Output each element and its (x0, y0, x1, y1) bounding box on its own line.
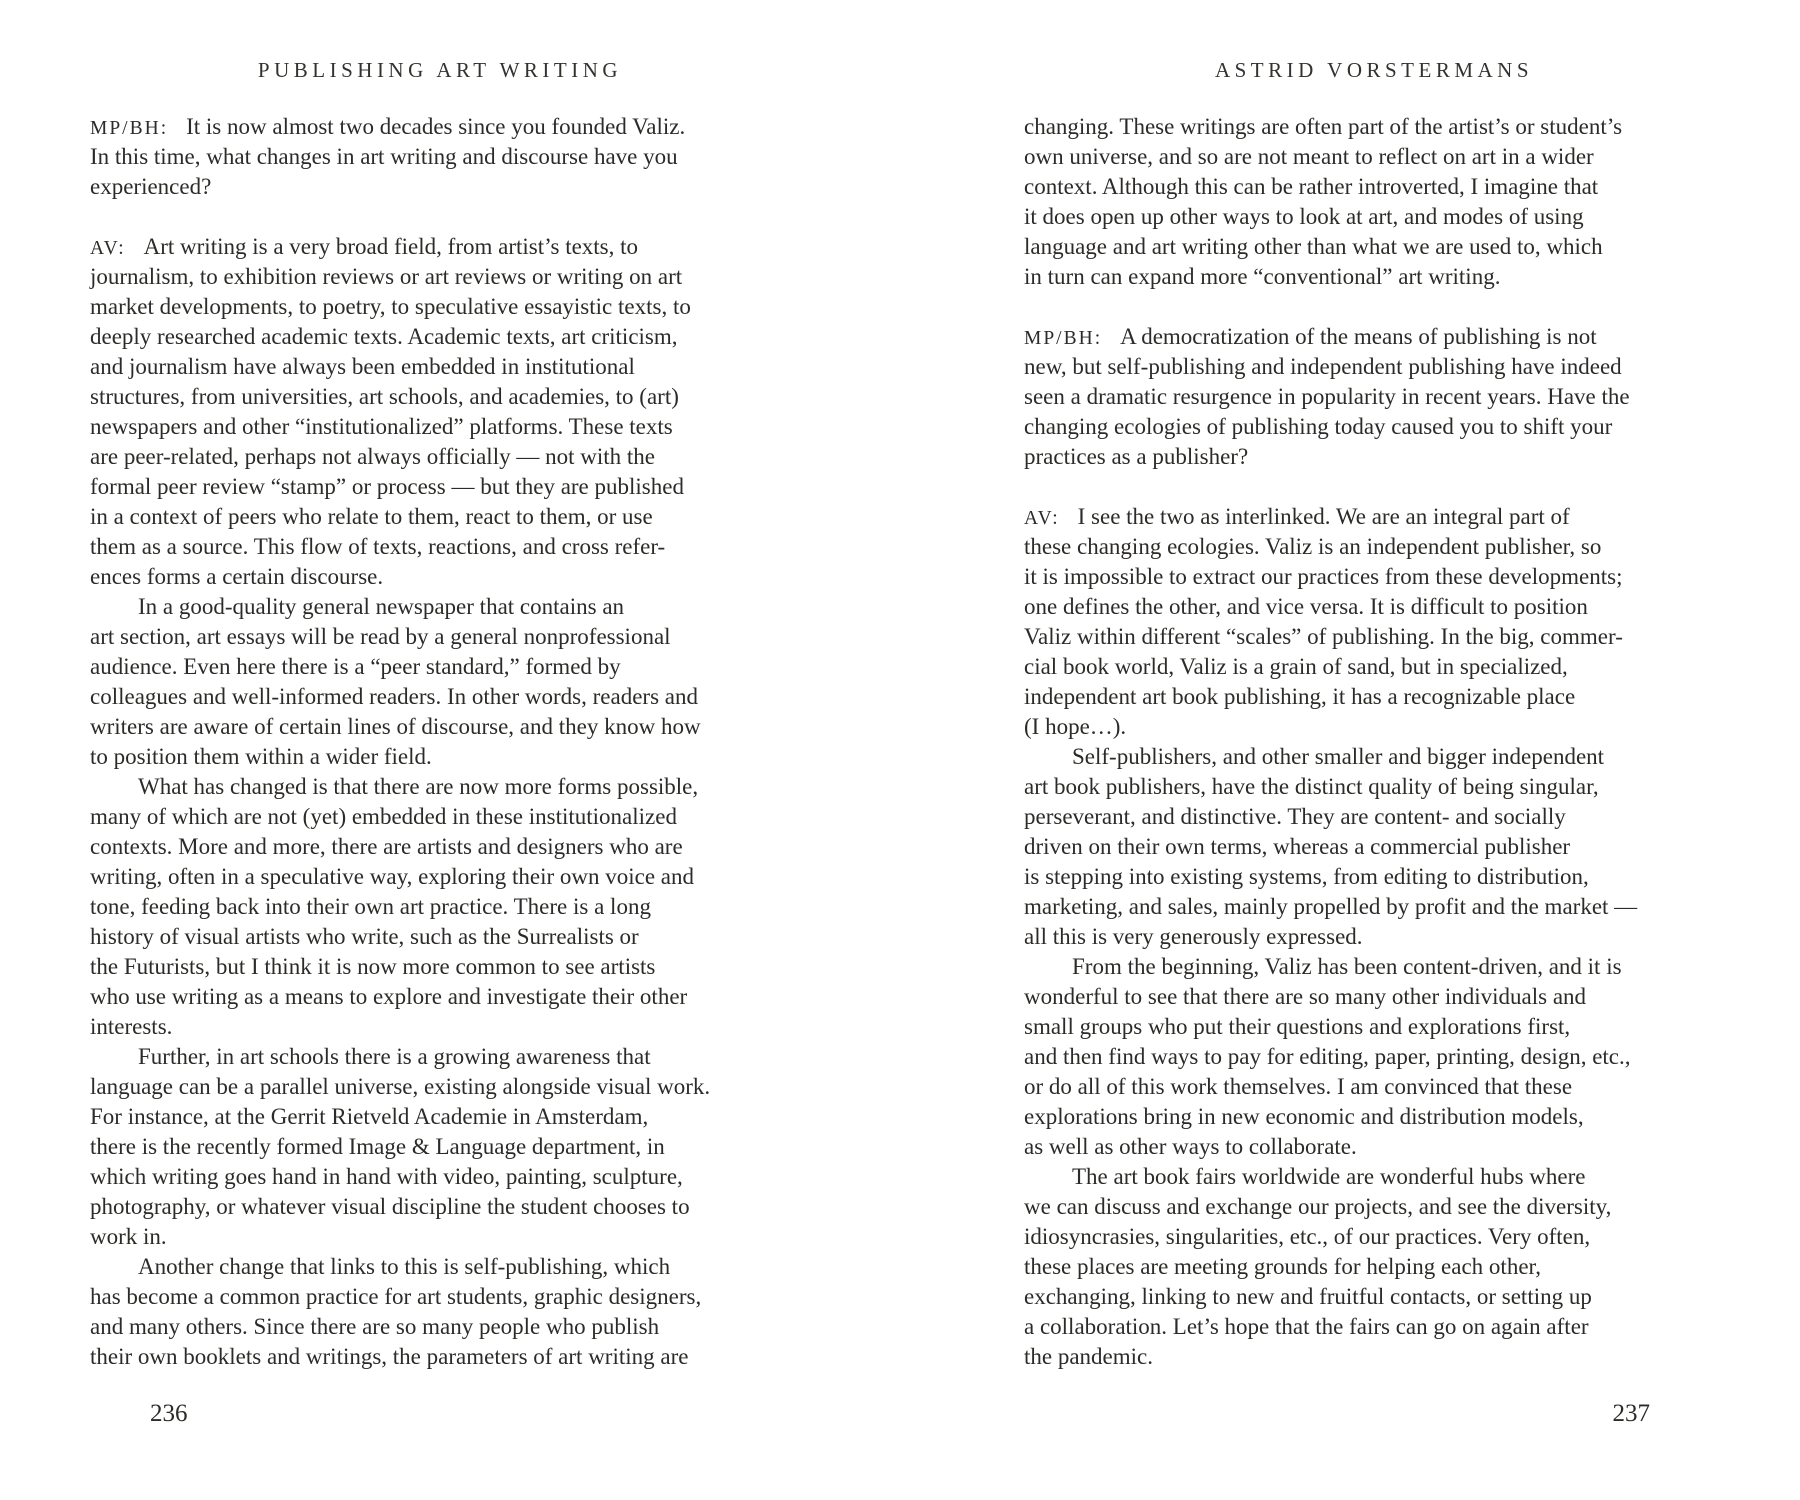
text-line: (I hope…). (1024, 714, 1127, 739)
speaker-label: AV: (1024, 508, 1060, 529)
text-line: For instance, at the Gerrit Rietveld Academie in Amsterdam, (90, 1104, 649, 1129)
text-line: cial book world, Valiz is a grain of sand, but in specialized, (1024, 654, 1568, 679)
text-line: market developments, to poetry, to speculative essayistic texts, to (90, 294, 691, 319)
text-line: many of which are not (yet) embedded in these institutionalized (90, 804, 677, 829)
text-line: ences forms a certain discourse. (90, 564, 384, 589)
text-line: What has changed is that there are now more forms possible, (138, 774, 699, 799)
text-line: interests. (90, 1014, 173, 1039)
text-line: and journalism have always been embedded in institutional (90, 354, 635, 379)
text-line: or do all of this work themselves. I am convinced that these (1024, 1074, 1573, 1099)
text-line: In a good-quality general newspaper that contains an (138, 594, 625, 619)
text-line: it is impossible to extract our practices from these developments; (1024, 564, 1623, 589)
text-line: The art book fairs worldwide are wonderful hubs where (1072, 1164, 1586, 1189)
text-line: who use writing as a means to explore and investigate their other (90, 984, 688, 1009)
text-line: work in. (90, 1224, 167, 1249)
text-line: exchanging, linking to new and fruitful contacts, or setting up (1024, 1284, 1592, 1309)
text-line: formal peer review “stamp” or process — but they are published (90, 474, 684, 499)
text-line: contexts. More and more, there are artists and designers who are (90, 834, 683, 859)
text-line: journalism, to exhibition reviews or art reviews or writing on art (90, 264, 683, 289)
text-line: tone, feeding back into their own art practice. There is a long (90, 894, 651, 919)
text-line: a collaboration. Let’s hope that the fairs can go on again after (1024, 1314, 1589, 1339)
text-line: wonderful to see that there are so many other individuals and (1024, 984, 1587, 1009)
text-line: experienced? (90, 174, 212, 199)
text-line: are peer-related, perhaps not always officially — not with the (90, 444, 655, 469)
left-page-text-column (90, 112, 810, 1372)
text-line: the pandemic. (1024, 1344, 1154, 1369)
text-line: independent art book publishing, it has a recognizable place (1024, 684, 1576, 709)
text-line: Another change that links to this is self-publishing, which (138, 1254, 671, 1279)
text-line: as well as other ways to collaborate. (1024, 1134, 1357, 1159)
text-line: new, but self-publishing and independent publishing have indeed (1024, 354, 1622, 379)
speaker-label: MP/BH: (90, 118, 169, 139)
text-line: these changing ecologies. Valiz is an independent publisher, so (1024, 534, 1602, 559)
text-line: MP/BH: A democratization of the means of publishing is not (1024, 324, 1597, 349)
text-line: has become a common practice for art students, graphic designers, (90, 1284, 702, 1309)
text-line: deeply researched academic texts. Academic texts, art criticism, (90, 324, 678, 349)
text-line: to position them within a wider field. (90, 744, 432, 769)
text-line: perseverant, and distinctive. They are content- and socially (1024, 804, 1566, 829)
text-line: art book publishers, have the distinct quality of being singular, (1024, 774, 1599, 799)
text-line: is stepping into existing systems, from editing to distribution, (1024, 864, 1589, 889)
text-line: structures, from universities, art schools, and academies, to (art) (90, 384, 679, 409)
text-line: and many others. Since there are so many people who publish (90, 1314, 660, 1339)
text-line: seen a dramatic resurgence in popularity in recent years. Have the (1024, 384, 1630, 409)
text-line: language and art writing other than what we are used to, which (1024, 234, 1603, 259)
text-line: In this time, what changes in art writing and discourse have you (90, 144, 678, 169)
text-line: MP/BH: It is now almost two decades since you founded Valiz. (90, 114, 686, 139)
speaker-label: MP/BH: (1024, 328, 1103, 349)
text-line: Self-publishers, and other smaller and bigger independent (1072, 744, 1605, 769)
text-line: changing. These writings are often part of the artist’s or student’s (1024, 114, 1623, 139)
text-line: practices as a publisher? (1024, 444, 1249, 469)
text-line: their own booklets and writings, the parameters of art writing are (90, 1344, 689, 1369)
right-page-running-header: ASTRID VORSTERMANS (1214, 58, 1534, 82)
speaker-label: AV: (90, 238, 126, 259)
text-line: one defines the other, and vice versa. It is difficult to position (1024, 594, 1588, 619)
text-line: own universe, and so are not meant to reflect on art in a wider (1024, 144, 1594, 169)
text-line: and then find ways to pay for editing, paper, printing, design, etc., (1024, 1044, 1631, 1069)
text-line: writing, often in a speculative way, exploring their own voice and (90, 864, 694, 889)
left-page-number: 236 (150, 1400, 188, 1427)
text-line: in a context of peers who relate to them, react to them, or use (90, 504, 653, 529)
text-line: these places are meeting grounds for helping each other, (1024, 1254, 1542, 1279)
text-line: language can be a parallel universe, existing alongside visual work. (90, 1074, 711, 1099)
text-line: From the beginning, Valiz has been content-driven, and it is (1072, 954, 1622, 979)
text-line: driven on their own terms, whereas a commercial publisher (1024, 834, 1571, 859)
right-page-text-column (1024, 112, 1744, 1372)
text-line: it does open up other ways to look at art, and modes of using (1024, 204, 1584, 229)
text-line: AV: Art writing is a very broad field, from artist’s texts, to (90, 234, 639, 259)
text-line: audience. Even here there is a “peer standard,” formed by (90, 654, 621, 679)
text-line: Valiz within different “scales” of publishing. In the big, commer- (1024, 624, 1623, 649)
text-line: history of visual artists who write, such as the Surrealists or (90, 924, 639, 949)
text-line: we can discuss and exchange our projects, and see the diversity, (1024, 1194, 1612, 1219)
text-line: explorations bring in new economic and distribution models, (1024, 1104, 1584, 1129)
paragraph-gap (90, 202, 810, 232)
text-line: which writing goes hand in hand with video, painting, sculpture, (90, 1164, 683, 1189)
text-line: them as a source. This flow of texts, reactions, and cross refer- (90, 534, 666, 559)
text-line: Further, in art schools there is a growing awareness that (138, 1044, 651, 1069)
text-line: newspapers and other “institutionalized” platforms. These texts (90, 414, 673, 439)
text-line: photography, or whatever visual discipline the student chooses to (90, 1194, 690, 1219)
text-line: there is the recently formed Image & Language department, in (90, 1134, 665, 1159)
text-line: idiosyncrasies, singularities, etc., of our practices. Very often, (1024, 1224, 1591, 1249)
paragraph-gap (1024, 292, 1744, 322)
text-line: AV: I see the two as interlinked. We are an integral part of (1024, 504, 1570, 529)
text-line: art section, art essays will be read by a general nonprofessional (90, 624, 671, 649)
paragraph-gap (1024, 472, 1744, 502)
text-line: context. Although this can be rather introverted, I imagine that (1024, 174, 1599, 199)
text-line: in turn can expand more “conventional” art writing. (1024, 264, 1501, 289)
text-line: colleagues and well-informed readers. In other words, readers and (90, 684, 698, 709)
text-line: writers are aware of certain lines of discourse, and they know how (90, 714, 701, 739)
text-line: the Futurists, but I think it is now more common to see artists (90, 954, 656, 979)
text-line: small groups who put their questions and explorations first, (1024, 1014, 1571, 1039)
text-line: changing ecologies of publishing today caused you to shift your (1024, 414, 1613, 439)
text-line: marketing, and sales, mainly propelled by profit and the market — (1024, 894, 1638, 919)
left-page-running-header: PUBLISHING ART WRITING (257, 58, 623, 82)
right-page-number: 237 (1612, 1400, 1650, 1427)
text-line: all this is very generously expressed. (1024, 924, 1363, 949)
